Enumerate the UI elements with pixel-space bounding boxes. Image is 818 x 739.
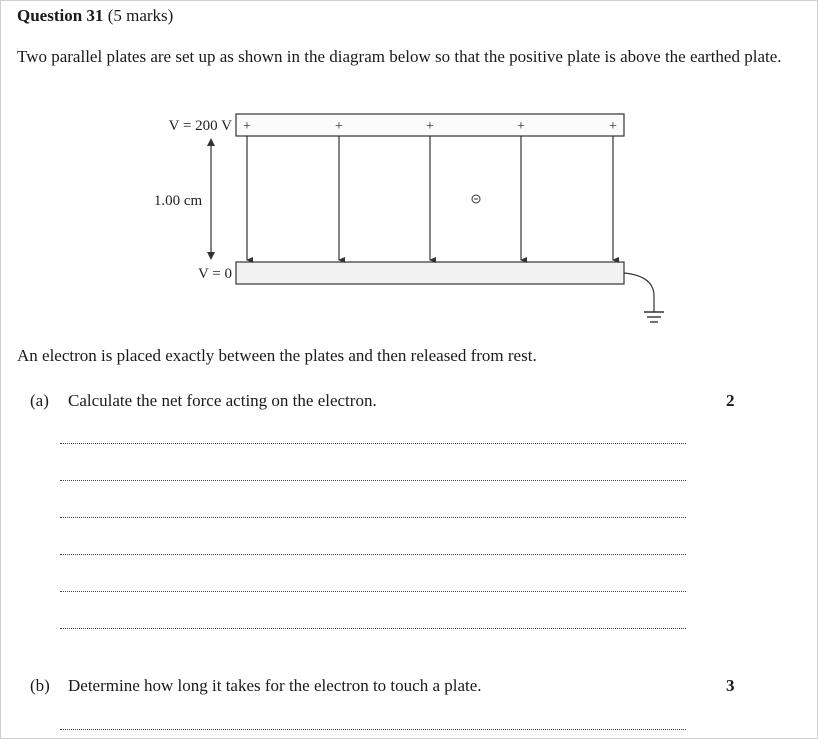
part-a-label: (a) — [30, 391, 49, 410]
answer-line[interactable] — [60, 480, 686, 481]
plus-sign: + — [517, 119, 525, 134]
answer-line[interactable] — [60, 591, 686, 592]
top-voltage-label: V = 200 V — [168, 118, 232, 134]
part-b-text: Determine how long it takes for the electron to touch a plate. — [68, 676, 482, 695]
answer-line[interactable] — [60, 628, 686, 629]
answer-line[interactable] — [60, 729, 686, 730]
part-b-label: (b) — [30, 676, 50, 695]
part-b-prompt — [30, 676, 482, 696]
answer-line[interactable] — [60, 554, 686, 555]
plus-sign: + — [609, 119, 617, 134]
part-a-text: Calculate the net force acting on the electron. — [68, 391, 377, 410]
intro-paragraph: Two parallel plates are set up as shown in the diagram below so that the positive plate is above the earthed plate. — [17, 47, 782, 66]
question-number: Question 31 — [17, 6, 104, 25]
earth-wire — [624, 273, 654, 312]
question-marks: (5 marks) — [107, 6, 174, 25]
answer-line[interactable] — [60, 517, 686, 518]
answer-line[interactable] — [60, 443, 686, 444]
part-b-marks: 3 — [726, 676, 735, 695]
separation-label: 1.00 cm — [153, 193, 203, 209]
plus-sign: + — [426, 119, 434, 134]
plus-sign: + — [335, 119, 343, 134]
electron-statement: An electron is placed exactly between the plates and then released from rest. — [17, 346, 537, 365]
part-a-marks: 2 — [726, 391, 735, 410]
part-a-prompt — [30, 391, 377, 411]
plus-sign: + — [243, 119, 251, 134]
earthed-plate — [236, 262, 624, 284]
bottom-voltage-label: V = 0 — [197, 266, 232, 282]
